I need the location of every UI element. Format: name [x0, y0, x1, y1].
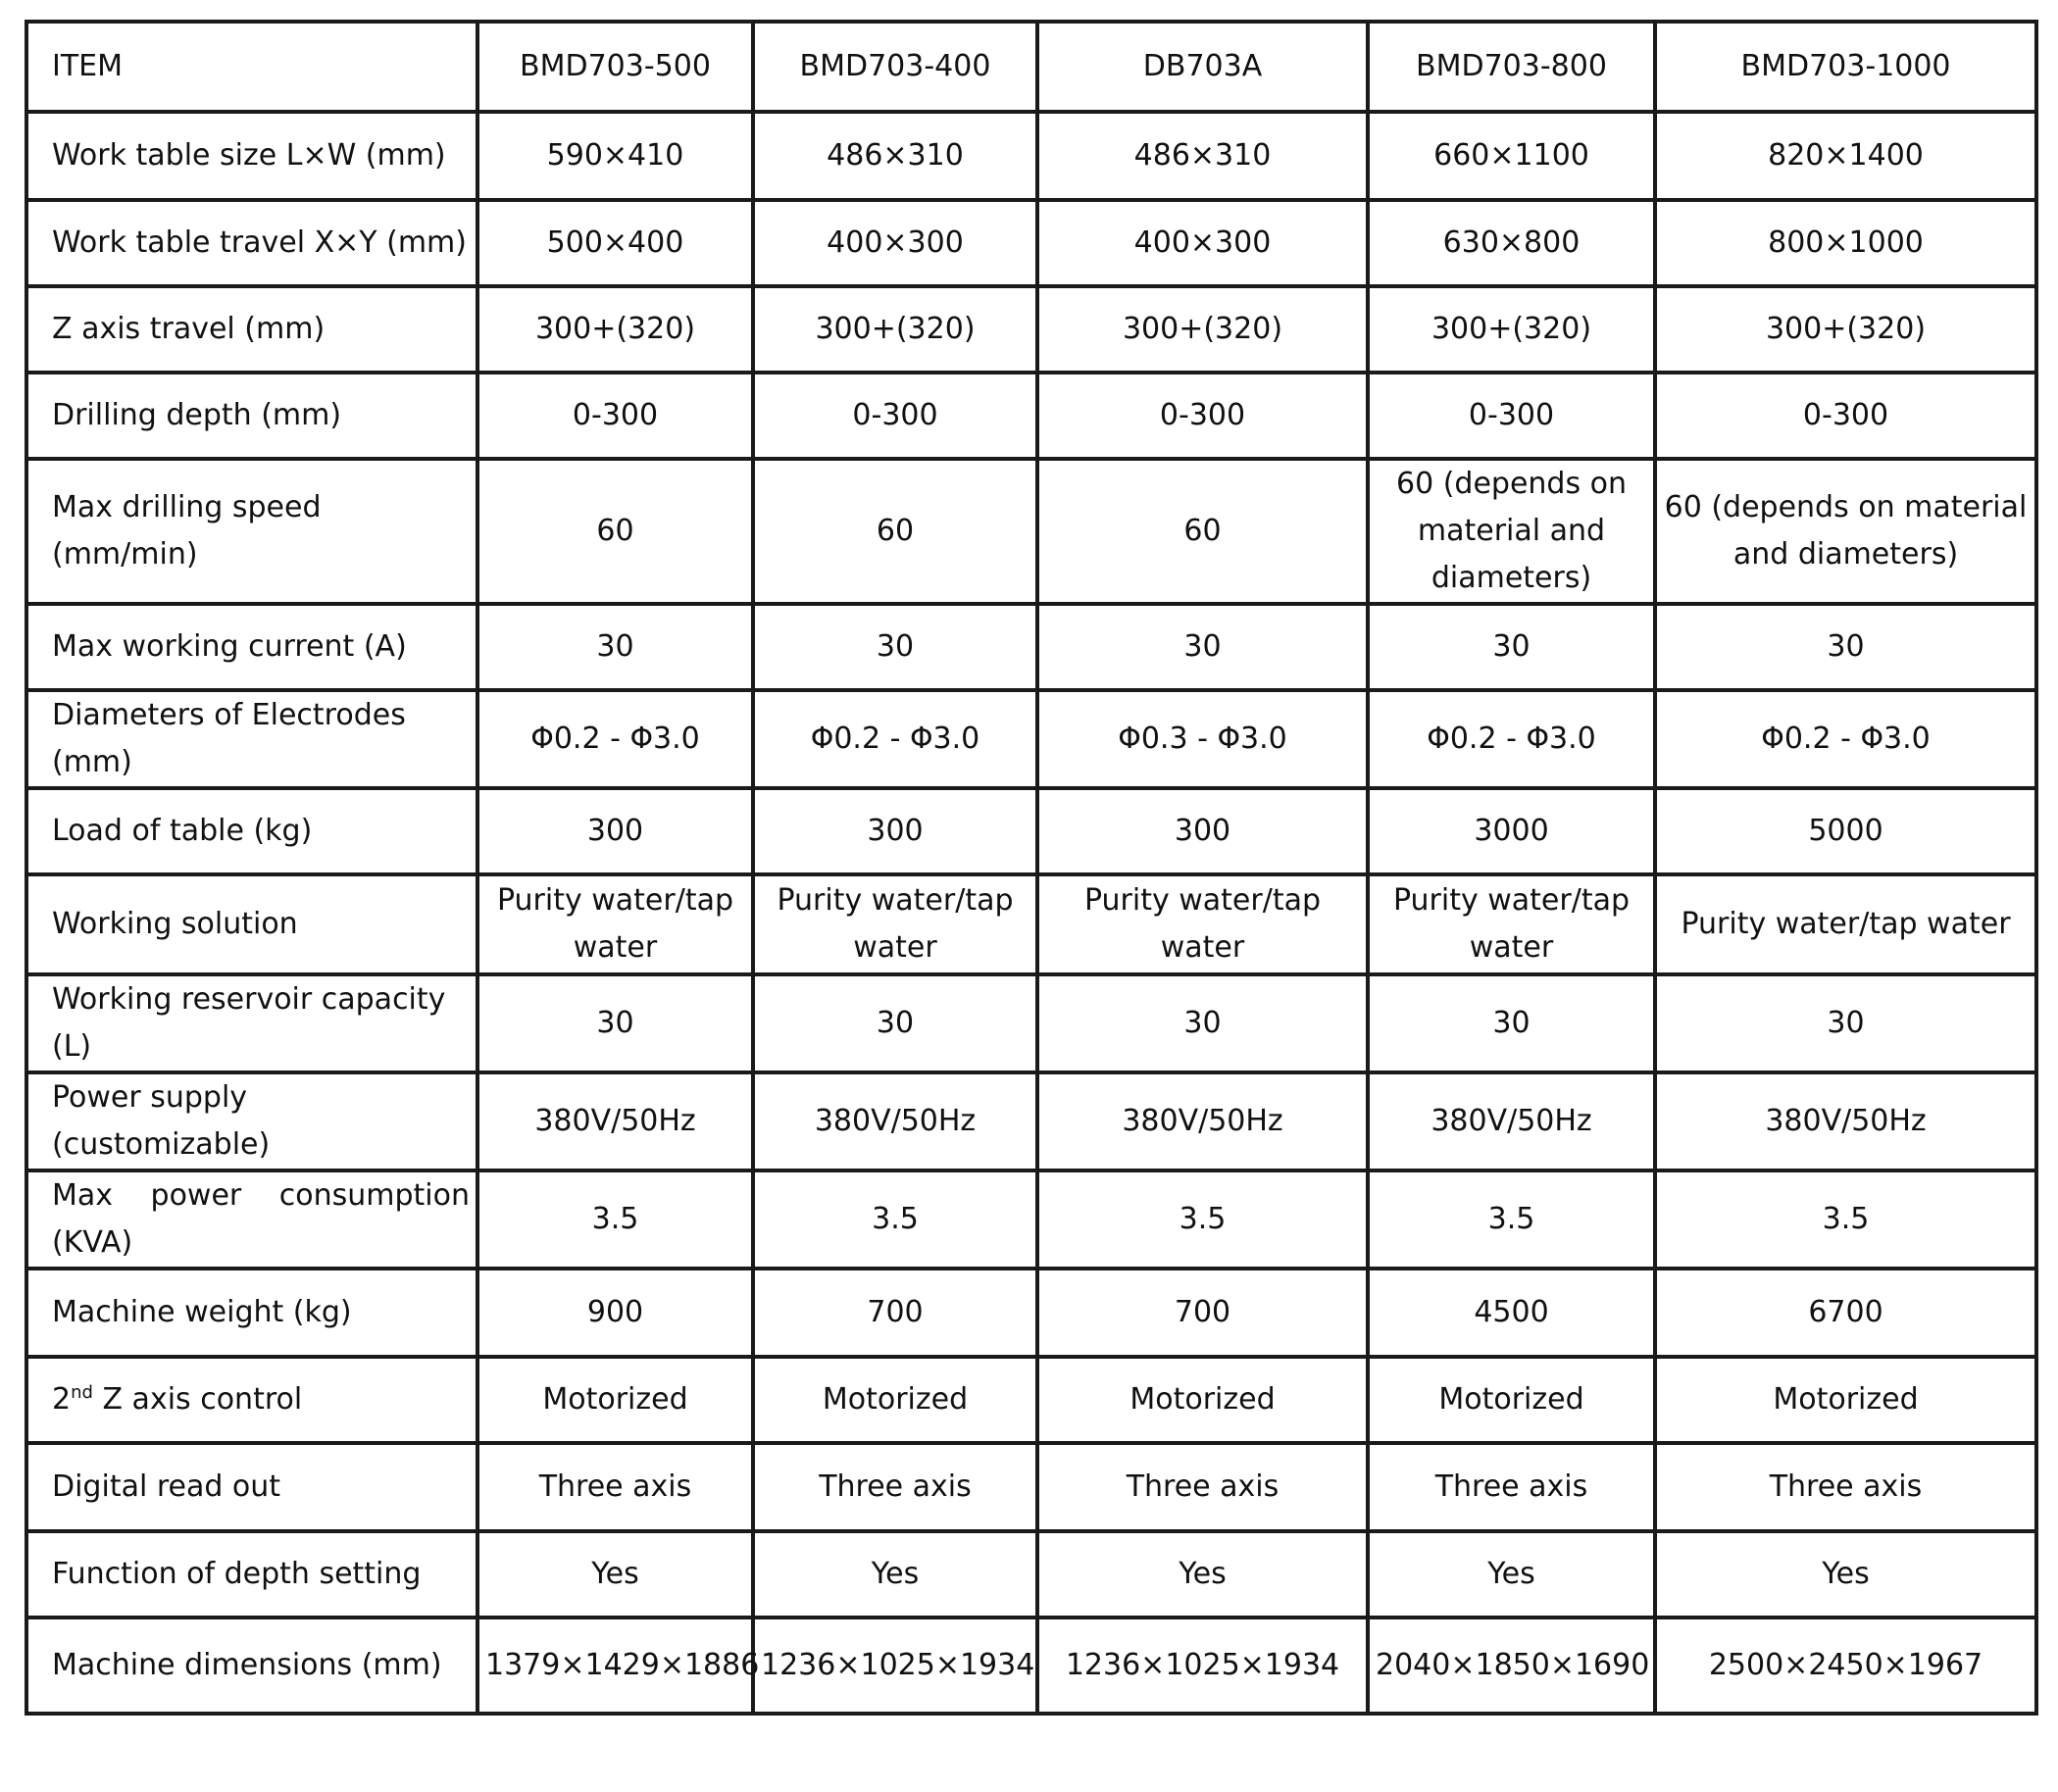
value-cell: 0-300 — [1037, 373, 1368, 459]
value-cell: 380V/50Hz — [1368, 1072, 1655, 1170]
value-cell: 590×410 — [477, 112, 753, 200]
value-cell: Yes — [1655, 1531, 2036, 1618]
value-cell: 300+(320) — [1368, 286, 1655, 373]
value-cell: 0-300 — [1368, 373, 1655, 459]
spec-table — [25, 20, 2038, 1716]
value-cell: 30 — [1655, 604, 2036, 690]
row-label-superscript: nd — [71, 1382, 93, 1403]
value-cell: 3.5 — [1368, 1170, 1655, 1269]
value-cell: 380V/50Hz — [477, 1072, 753, 1170]
table-row — [26, 1072, 2036, 1170]
value-cell: 30 — [1368, 604, 1655, 690]
value-cell: 380V/50Hz — [753, 1072, 1037, 1170]
value-cell: Motorized — [1655, 1357, 2036, 1443]
table-row — [26, 1618, 2036, 1714]
value-cell: Yes — [1037, 1531, 1368, 1618]
value-cell: Purity water/tap water — [477, 874, 753, 974]
value-cell: 500×400 — [477, 200, 753, 286]
value-cell: 3000 — [1368, 788, 1655, 874]
value-cell: 1236×1025×1934 — [753, 1618, 1037, 1714]
value-cell: 6700 — [1655, 1269, 2036, 1357]
value-cell: 30 — [1037, 604, 1368, 690]
value-cell: 486×310 — [753, 112, 1037, 200]
value-cell: 60 — [477, 459, 753, 604]
value-cell: Purity water/tap water — [1368, 874, 1655, 974]
value-cell: 630×800 — [1368, 200, 1655, 286]
value-cell: 300 — [753, 788, 1037, 874]
value-cell: Φ0.2 - Φ3.0 — [477, 690, 753, 788]
row-label — [26, 1357, 477, 1443]
row-label: Machine dimensions (mm) — [26, 1618, 477, 1714]
value-cell: Φ0.2 - Φ3.0 — [1655, 690, 2036, 788]
header-cell: BMD703-800 — [1368, 22, 1655, 112]
table-row — [26, 1443, 2036, 1531]
value-cell: 380V/50Hz — [1655, 1072, 2036, 1170]
value-cell: Φ0.2 - Φ3.0 — [1368, 690, 1655, 788]
value-cell: Three axis — [477, 1443, 753, 1531]
row-label: Machine weight (kg) — [26, 1269, 477, 1357]
value-cell: Motorized — [1037, 1357, 1368, 1443]
row-label: Diameters of Electrodes (mm) — [26, 690, 477, 788]
value-cell: Φ0.2 - Φ3.0 — [753, 690, 1037, 788]
value-cell: 2040×1850×1690 — [1368, 1618, 1655, 1714]
row-label: Z axis travel (mm) — [26, 286, 477, 373]
value-cell: Motorized — [753, 1357, 1037, 1443]
value-cell: Three axis — [1368, 1443, 1655, 1531]
value-cell: 4500 — [1368, 1269, 1655, 1357]
value-cell: 3.5 — [1655, 1170, 2036, 1269]
value-cell: Purity water/tap water — [1037, 874, 1368, 974]
value-cell: 1379×1429×1886 — [477, 1618, 753, 1714]
value-cell: Motorized — [477, 1357, 753, 1443]
table-row — [26, 788, 2036, 874]
value-cell: 30 — [753, 604, 1037, 690]
value-cell: 30 — [477, 974, 753, 1072]
table-row — [26, 1170, 2036, 1269]
value-cell: 0-300 — [477, 373, 753, 459]
value-cell: 300 — [477, 788, 753, 874]
value-cell: 60 — [753, 459, 1037, 604]
value-cell: 700 — [753, 1269, 1037, 1357]
value-cell: 60 — [1037, 459, 1368, 604]
value-cell: Φ0.3 - Φ3.0 — [1037, 690, 1368, 788]
header-cell: ITEM — [26, 22, 477, 112]
row-label: Drilling depth (mm) — [26, 373, 477, 459]
table-row — [26, 874, 2036, 974]
header-cell: DB703A — [1037, 22, 1368, 112]
value-cell: 300+(320) — [477, 286, 753, 373]
header-row — [26, 22, 2036, 112]
value-cell: 820×1400 — [1655, 112, 2036, 200]
value-cell: 1236×1025×1934 — [1037, 1618, 1368, 1714]
value-cell: 0-300 — [1655, 373, 2036, 459]
value-cell: 400×300 — [753, 200, 1037, 286]
table-row — [26, 112, 2036, 200]
value-cell: 3.5 — [753, 1170, 1037, 1269]
value-cell: Three axis — [1655, 1443, 2036, 1531]
value-cell: 300+(320) — [1037, 286, 1368, 373]
value-cell: 30 — [1655, 974, 2036, 1072]
row-label: Max working current (A) — [26, 604, 477, 690]
value-cell: Purity water/tap water — [1655, 874, 2036, 974]
row-label: Work table travel X×Y (mm) — [26, 200, 477, 286]
table-row — [26, 200, 2036, 286]
value-cell: 486×310 — [1037, 112, 1368, 200]
value-cell: 380V/50Hz — [1037, 1072, 1368, 1170]
header-cell: BMD703-1000 — [1655, 22, 2036, 112]
row-label-base: 2 — [52, 1382, 72, 1417]
table-row — [26, 373, 2036, 459]
table-row — [26, 974, 2036, 1072]
value-cell: Motorized — [1368, 1357, 1655, 1443]
value-cell: 300+(320) — [753, 286, 1037, 373]
value-cell: 400×300 — [1037, 200, 1368, 286]
value-cell: 0-300 — [753, 373, 1037, 459]
value-cell: 3.5 — [477, 1170, 753, 1269]
row-label: Working solution — [26, 874, 477, 974]
table-row — [26, 459, 2036, 604]
table-row — [26, 1531, 2036, 1618]
value-cell: Three axis — [753, 1443, 1037, 1531]
value-cell: 300+(320) — [1655, 286, 2036, 373]
value-cell: 60 (depends on material and diameters) — [1655, 459, 2036, 604]
value-cell: 900 — [477, 1269, 753, 1357]
table-row — [26, 690, 2036, 788]
value-cell: 30 — [477, 604, 753, 690]
row-label: Load of table (kg) — [26, 788, 477, 874]
value-cell: 2500×2450×1967 — [1655, 1618, 2036, 1714]
header-cell: BMD703-400 — [753, 22, 1037, 112]
value-cell: Three axis — [1037, 1443, 1368, 1531]
row-label: Working reservoir capacity (L) — [26, 974, 477, 1072]
row-label: Power supply (customizable) — [26, 1072, 477, 1170]
value-cell: 60 (depends on material and diameters) — [1368, 459, 1655, 604]
value-cell: 660×1100 — [1368, 112, 1655, 200]
table-row — [26, 286, 2036, 373]
value-cell: Yes — [477, 1531, 753, 1618]
value-cell: 700 — [1037, 1269, 1368, 1357]
value-cell: 30 — [1037, 974, 1368, 1072]
table-row — [26, 1269, 2036, 1357]
table-row — [26, 604, 2036, 690]
table-row — [26, 1357, 2036, 1443]
value-cell: Purity water/tap water — [753, 874, 1037, 974]
value-cell: 5000 — [1655, 788, 2036, 874]
value-cell: 300 — [1037, 788, 1368, 874]
header-cell: BMD703-500 — [477, 22, 753, 112]
row-label: Function of depth setting — [26, 1531, 477, 1618]
row-label: Work table size L×W (mm) — [26, 112, 477, 200]
value-cell: Yes — [1368, 1531, 1655, 1618]
row-label-rest: Z axis control — [92, 1382, 303, 1417]
value-cell: Yes — [753, 1531, 1037, 1618]
value-cell: 3.5 — [1037, 1170, 1368, 1269]
row-label: Max power consumption (KVA) — [26, 1170, 477, 1269]
value-cell: 800×1000 — [1655, 200, 2036, 286]
row-label: Digital read out — [26, 1443, 477, 1531]
row-label: Max drilling speed (mm/min) — [26, 459, 477, 604]
value-cell: 30 — [753, 974, 1037, 1072]
value-cell: 30 — [1368, 974, 1655, 1072]
